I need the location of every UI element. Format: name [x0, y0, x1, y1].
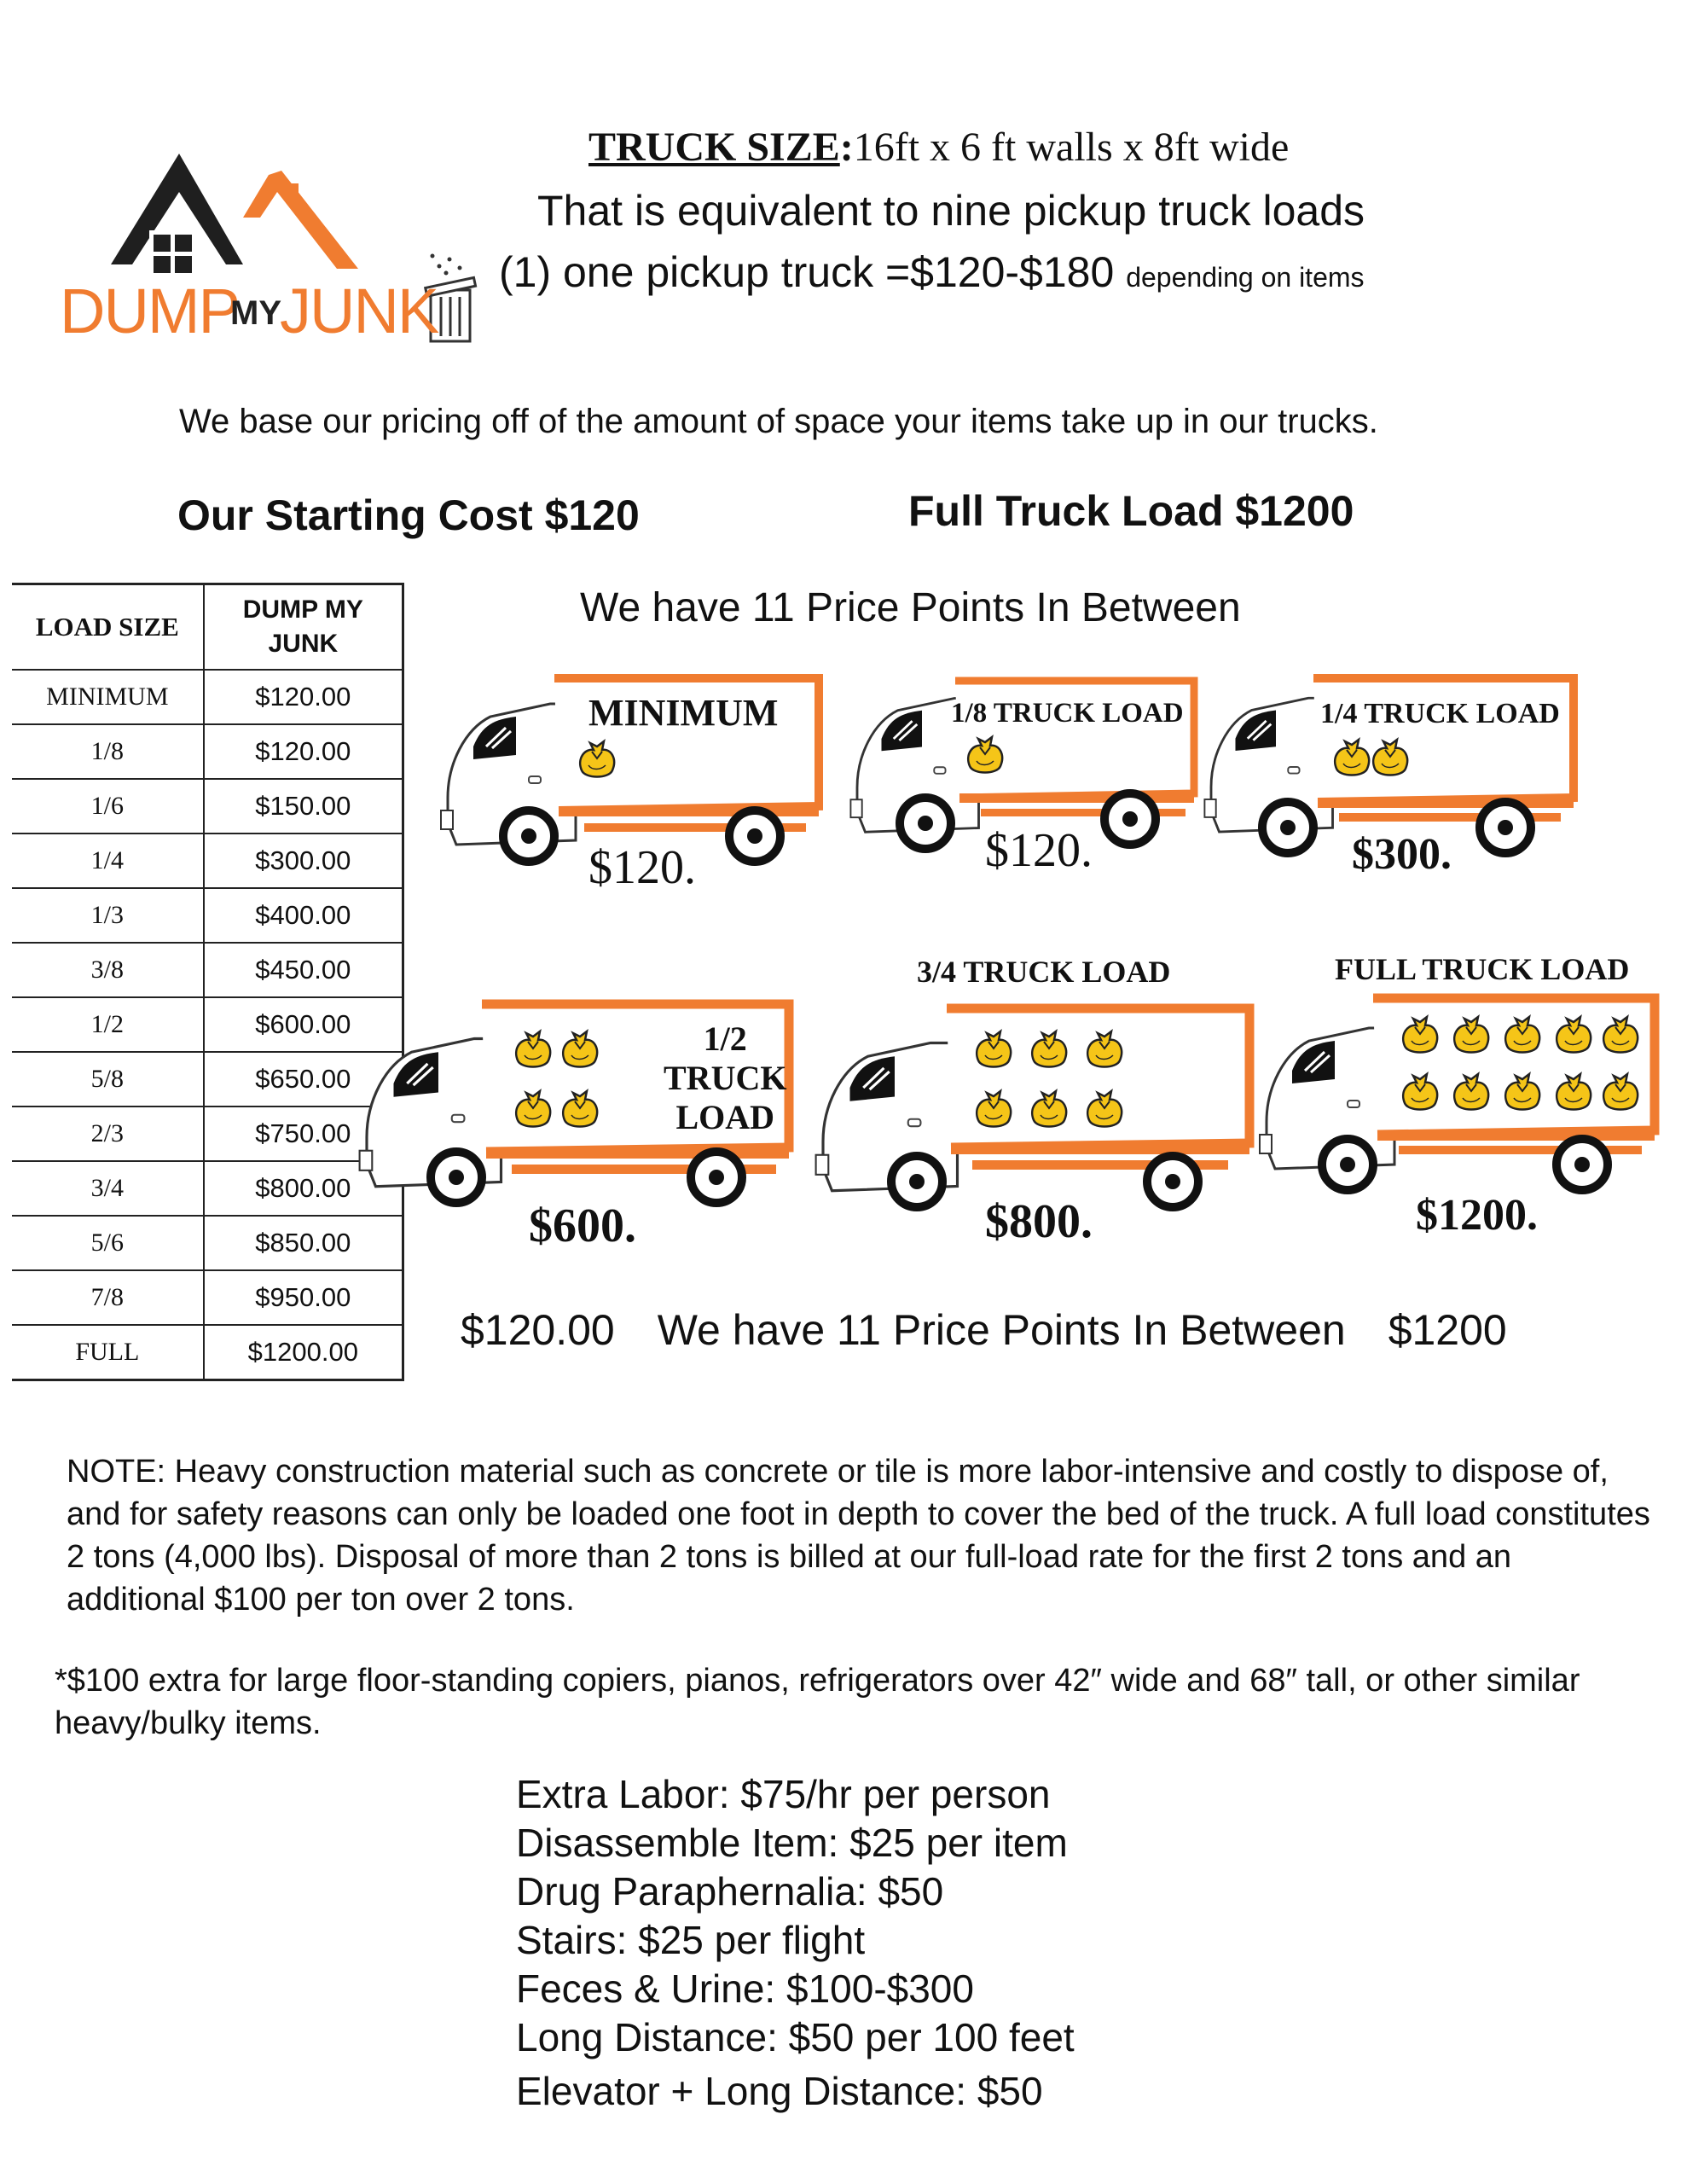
truck-half-price: $600. — [529, 1199, 636, 1252]
price-cell: $120.00 — [204, 670, 403, 724]
company-logo — [51, 145, 512, 358]
logo-word-dump: DUMP — [60, 276, 239, 346]
fee-item: Stairs: $25 per flight — [516, 1918, 866, 1962]
fee-item: Extra Labor: $75/hr per person — [516, 1772, 1051, 1816]
load-size-cell: 1/4 — [12, 834, 204, 888]
truck-size-line — [588, 124, 1289, 171]
table-row — [12, 1052, 403, 1107]
price-cell: $120.00 — [204, 724, 403, 779]
truck-full-price: $1200. — [1416, 1191, 1538, 1240]
fee-item: Elevator + Long Distance: $50 — [516, 2069, 1043, 2113]
price-cell: $750.00 — [204, 1107, 403, 1161]
price-range-line — [461, 1305, 1507, 1355]
fee-item: Drug Paraphernalia: $50 — [516, 1869, 944, 1914]
truck-size-colon: : — [839, 125, 854, 170]
table-row — [12, 670, 403, 724]
truck-full-label: FULL TRUCK LOAD — [1335, 952, 1630, 986]
price-cell: $400.00 — [204, 888, 403, 943]
logo-word-junk: JUNK — [280, 276, 438, 346]
truck-minimum-price: $120. — [588, 841, 696, 894]
col-header-price — [204, 584, 403, 671]
load-size-cell: 1/2 — [12, 997, 204, 1052]
price-cell: $650.00 — [204, 1052, 403, 1107]
load-size-cell: 1/3 — [12, 888, 204, 943]
col-header-price-line2: JUNK — [268, 630, 339, 658]
price-range-middle: We have 11 Price Points In Between — [657, 1306, 1346, 1354]
full-load-heading: Full Truck Load $1200 — [908, 487, 1354, 535]
table-header-row — [12, 584, 403, 671]
price-cell: $600.00 — [204, 997, 403, 1052]
truck-full-illustration — [1267, 990, 1659, 1194]
price-cell: $450.00 — [204, 943, 403, 997]
truck-half-label-line1: 1/2 — [703, 1019, 747, 1058]
truck-three-quarter-illustration — [823, 998, 1254, 1211]
table-row — [12, 1270, 403, 1325]
truck-size-label: TRUCK SIZE — [588, 125, 840, 170]
extra-fees-list — [516, 1770, 1075, 2116]
load-size-cell: FULL — [12, 1325, 204, 1380]
table-row — [12, 1216, 403, 1270]
load-size-cell: 5/8 — [12, 1052, 204, 1107]
table-row — [12, 834, 403, 888]
price-cell: $800.00 — [204, 1161, 403, 1216]
table-row — [12, 1161, 403, 1216]
pickup-price-main: (1) one pickup truck =$120-$180 — [499, 248, 1115, 296]
pickup-price-note: depending on items — [1126, 262, 1365, 293]
truck-quarter-label: 1/4 TRUCK LOAD — [1320, 698, 1560, 729]
load-size-cell: 7/8 — [12, 1270, 204, 1325]
pricing-basis-text: We base our pricing off of the amount of space your items take up in our trucks. — [179, 403, 1378, 440]
table-row — [12, 724, 403, 779]
table-row — [12, 997, 403, 1052]
load-size-cell: 5/6 — [12, 1216, 204, 1270]
price-cell: $1200.00 — [204, 1325, 403, 1380]
price-cell: $300.00 — [204, 834, 403, 888]
load-size-cell: 1/6 — [12, 779, 204, 834]
load-size-cell: MINIMUM — [12, 670, 204, 724]
price-range-low: $120.00 — [461, 1306, 615, 1354]
price-points-text: We have 11 Price Points In Between — [580, 585, 1241, 630]
col-header-price-line1: DUMP MY — [242, 595, 363, 624]
price-cell: $950.00 — [204, 1270, 403, 1325]
table-row — [12, 888, 403, 943]
truck-half-label-line2: TRUCK — [664, 1059, 787, 1097]
price-table — [12, 583, 404, 1381]
table-row — [12, 779, 403, 834]
logo-word-my: MY — [230, 294, 281, 332]
truck-minimum-label: MINIMUM — [588, 692, 779, 734]
equivalent-line: That is equivalent to nine pickup truck loads — [537, 187, 1365, 235]
fee-item: Long Distance: $50 per 100 feet — [516, 2015, 1075, 2059]
bulky-items-note: *$100 extra for large floor-standing copiers, pianos, refrigerators over 42″ wide and 68″ tall, or other similar heavy/bulky items. — [55, 1663, 1580, 1741]
truck-eighth-price: $120. — [985, 824, 1093, 877]
load-size-cell: 1/8 — [12, 724, 204, 779]
starting-cost-heading: Our Starting Cost $120 — [177, 491, 640, 539]
truck-eighth-label: 1/8 TRUCK LOAD — [951, 698, 1184, 729]
truck-half-label-line3: LOAD — [675, 1098, 775, 1136]
table-row — [12, 1107, 403, 1161]
truck-size-value: 16ft x 6 ft walls x 8ft wide — [853, 125, 1290, 170]
truck-three-quarter-label: 3/4 TRUCK LOAD — [917, 955, 1171, 989]
truck-three-quarter-price: $800. — [985, 1195, 1093, 1248]
table-row — [12, 1325, 403, 1380]
price-range-high: $1200 — [1388, 1306, 1507, 1354]
col-header-load-size: LOAD SIZE — [12, 584, 204, 671]
pickup-price-line — [499, 247, 1365, 297]
fee-item: Feces & Urine: $100-$300 — [516, 1966, 974, 2011]
truck-half-label — [664, 1019, 786, 1137]
truck-quarter-price: $300. — [1352, 830, 1452, 879]
load-size-cell: 3/4 — [12, 1161, 204, 1216]
price-cell: $150.00 — [204, 779, 403, 834]
price-cell: $850.00 — [204, 1216, 403, 1270]
fee-item: Disassemble Item: $25 per item — [516, 1821, 1068, 1865]
load-size-cell: 2/3 — [12, 1107, 204, 1161]
heavy-material-note: NOTE: Heavy construction material such as concrete or tile is more labor-intensive and costly to dispose of, and for safety reasons can only be loaded one foot in depth to cover the bed of the truck. A full load constitutes 2 tons (4,000 lbs). Disposal of more than 2 tons is billed at our full-load rate for the first 2 tons and an additional $100 per ton over 2 tons. — [67, 1454, 1650, 1618]
table-row — [12, 943, 403, 997]
load-size-cell: 3/8 — [12, 943, 204, 997]
